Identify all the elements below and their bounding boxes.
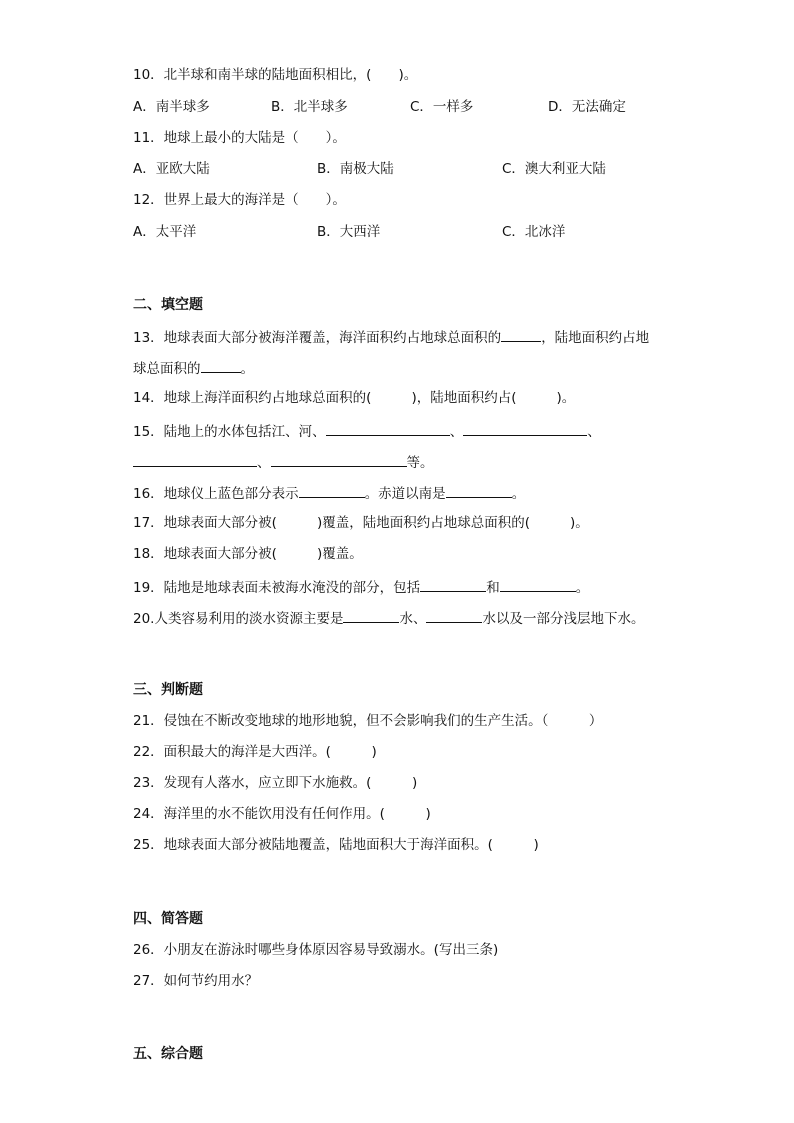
q15-end: 等。 [406,455,434,471]
q19-blank-1 [420,577,486,592]
q16-part-b: 。赤道以南是 [364,486,446,502]
question-11: 11．地球上最小的大陆是（ ）。 [133,130,346,146]
q10-option-a: A．南半球多 [133,99,210,115]
q15-sep-2: 、 [587,424,601,440]
q11-option-b: B．南极大陆 [317,161,394,177]
q13-part-d: 。 [240,361,254,377]
q15-blank-1 [326,421,450,436]
question-15 [133,421,601,441]
question-26: 26．小朋友在游泳时哪些身体原因容易导致溺水。(写出三条) [133,942,499,958]
q15-sep-1: 、 [449,424,464,440]
question-25: 25．地球表面大部分被陆地覆盖，陆地面积大于海洋面积。( ) [133,837,539,853]
q15-blank-4 [271,452,407,467]
section-comprehensive-title: 五、综合题 [133,1046,203,1062]
q20-blank-2 [426,608,482,623]
question-18 [133,545,363,563]
q16-part-a: 16．地球仪上蓝色部分表示 [133,486,299,502]
question-16 [133,483,525,503]
q10-option-c: C．一样多 [410,99,474,115]
q13-blank-2 [201,358,241,373]
question-12: 12．世界上最大的海洋是（ ）。 [133,192,346,208]
q15-part-a: 15．陆地上的水体包括江、河、 [133,424,326,440]
q11-option-a: A．亚欧大陆 [133,161,210,177]
q18-part-a: 18．地球表面大部分被( [133,546,277,562]
q16-part-c: 。 [511,486,526,502]
q15-blank-3 [133,452,257,467]
q19-part-c: 。 [575,580,590,596]
q14-part-a: 14．地球上海洋面积约占地球总面积的( [133,390,372,406]
q13-part-c: 球总面积的 [133,361,201,377]
q13-part-a: 13．地球表面大部分被海洋覆盖，海洋面积约占地球总面积的 [133,330,502,346]
q13-part-b: ，陆地面积约占地 [541,330,650,346]
question-19 [133,577,589,597]
q10-option-d: D．无法确定 [548,99,626,115]
q17-part-c: )。 [570,515,589,531]
question-14 [133,389,575,407]
section-short-answer-title: 四、简答题 [133,911,203,927]
question-20 [133,608,644,628]
q12-option-a: A．太平洋 [133,224,197,240]
q17-part-b: )覆盖，陆地面积约占地球总面积的( [316,515,530,531]
q14-part-c: )。 [556,390,576,406]
question-13 [133,327,649,347]
q12-option-b: B．大西洋 [317,224,381,240]
section-true-false-title: 三、判断题 [133,682,203,698]
question-13-cont [133,358,254,378]
q15-blank-2 [463,421,587,436]
q19-part-b: 和 [486,580,500,596]
question-27: 27．如何节约用水？ [133,973,259,989]
q19-blank-2 [500,577,576,592]
question-23: 23．发现有人落水，应立即下水施救。( ) [133,775,418,791]
q20-blank-1 [343,608,399,623]
question-22: 22．面积最大的海洋是大西洋。( ) [133,744,377,760]
q14-part-b: )，陆地面积约占( [411,390,517,406]
q15-sep-3: 、 [257,455,271,471]
q16-blank-2 [446,483,512,498]
q20-part-c: 水以及一部分浅层地下水。 [482,611,645,627]
q10-option-b: B．北半球多 [271,99,348,115]
q18-part-b: )覆盖。 [316,546,363,562]
q20-part-b: 水、 [399,611,427,627]
q17-part-a: 17．地球表面大部分被( [133,515,277,531]
question-15-cont [133,452,434,472]
q13-blank-1 [501,327,541,342]
question-17 [133,514,589,532]
q16-blank-1 [299,483,365,498]
q20-part-a: 20.人类容易利用的淡水资源主要是 [133,611,344,627]
question-24: 24．海洋里的水不能饮用没有任何作用。( ) [133,806,431,822]
question-21: 21．侵蚀在不断改变地球的地形地貌，但不会影响我们的生产生活。（ ） [133,713,603,729]
q19-part-a: 19．陆地是地球表面未被海水淹没的部分，包括 [133,580,421,596]
q12-option-c: C．北冰洋 [502,224,566,240]
section-fill-in-title: 二、填空题 [133,297,203,313]
q11-option-c: C．澳大利亚大陆 [502,161,606,177]
question-10: 10．北半球和南半球的陆地面积相比，( )。 [133,67,418,83]
